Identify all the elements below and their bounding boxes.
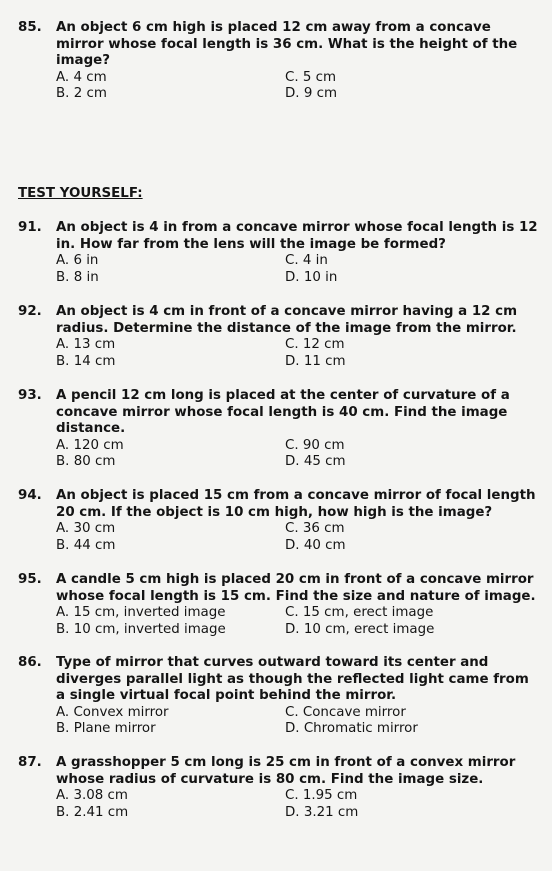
question-92 [18,304,538,370]
choice-c: C. 12 cm [285,337,345,353]
question-text: An object is placed 15 cm from a concave mirror of focal length 20 cm. If the object is 10 cm high, how high is the image? [56,488,536,520]
question-text: An object is 4 cm in front of a concave mirror having a 12 cm radius. Determine the distance of the image from the mirror. [56,304,518,336]
question-number: 86. [18,655,42,670]
question-94 [18,488,538,554]
question-91 [18,220,538,286]
choice-a: A. 15 cm, inverted image [56,605,226,621]
answer-choices [56,521,538,554]
choice-c: C. 90 cm [285,437,345,453]
question-number: 93. [18,388,42,403]
question-95 [18,572,538,638]
choice-b: B. 80 cm [56,454,116,470]
choice-b: B. Plane mirror [56,721,156,737]
choice-c: C. 5 cm [285,69,337,85]
choice-b: B. 2.41 cm [56,804,129,820]
question-text: A grasshopper 5 cm long is 25 cm in front of a convex mirror whose radius of curvature is 80 cm. Find the image size. [56,755,516,787]
choice-d: D. 40 cm [285,537,346,553]
choice-a: A. 4 cm [56,69,107,85]
choice-c: C. 1.95 cm [285,788,358,804]
choice-a: A. 13 cm [56,337,116,353]
question-85 [18,20,538,103]
choice-d: D. Chromatic mirror [285,721,418,737]
choice-d: D. 3.21 cm [285,804,359,820]
question-number: 92. [18,304,42,319]
choice-a: A. 3.08 cm [56,788,128,804]
choice-d: D. 11 cm [285,353,346,369]
choice-b: B. 14 cm [56,353,116,369]
choice-a: A. 120 cm [56,437,124,453]
answer-choices [56,788,538,821]
choice-b: B. 8 in [56,269,99,285]
question-text: Type of mirror that curves outward toward its center and diverges parallel light as though the reflected light came from a single virtual focal point behind the mirror. [56,655,529,704]
choice-d: D. 9 cm [285,86,338,102]
choice-d: D. 10 cm, erect image [285,621,435,637]
choice-c: C. 15 cm, erect image [285,605,434,621]
answer-choices [56,70,538,103]
choice-c: C. Concave mirror [285,704,406,720]
question-number: 87. [18,755,42,770]
question-text: A pencil 12 cm long is placed at the center of curvature of a concave mirror whose focal length is 40 cm. Find the image distance. [56,388,510,437]
question-86 [18,655,538,738]
choice-c: C. 36 cm [285,521,345,537]
answer-choices [56,253,538,286]
choice-d: D. 45 cm [285,454,346,470]
question-number: 95. [18,572,42,587]
answer-choices [56,605,538,638]
choice-a: A. 6 in [56,253,99,269]
answer-choices [56,438,538,471]
answer-choices [56,705,538,738]
question-number: 85. [18,20,42,35]
choice-c: C. 4 in [285,253,328,269]
question-text: An object 6 cm high is placed 12 cm away from a concave mirror whose focal length is 36 cm. What is the height of the image? [56,20,518,69]
choice-a: A. Convex mirror [56,704,169,720]
question-text: An object is 4 in from a concave mirror whose focal length is 12 in. How far from the lens will the image be formed? [56,220,538,252]
question-93 [18,388,538,471]
question-number: 91. [18,220,42,235]
answer-choices [56,337,538,370]
question-87 [18,755,538,821]
choice-b: B. 10 cm, inverted image [56,621,226,637]
choice-a: A. 30 cm [56,521,116,537]
question-text: A candle 5 cm high is placed 20 cm in front of a concave mirror whose focal length is 15 cm. Find the size and nature of image. [56,572,536,604]
choice-b: B. 2 cm [56,86,107,102]
section-title: TEST YOURSELF: [18,186,143,201]
choice-d: D. 10 in [285,269,338,285]
question-number: 94. [18,488,42,503]
choice-b: B. 44 cm [56,537,116,553]
